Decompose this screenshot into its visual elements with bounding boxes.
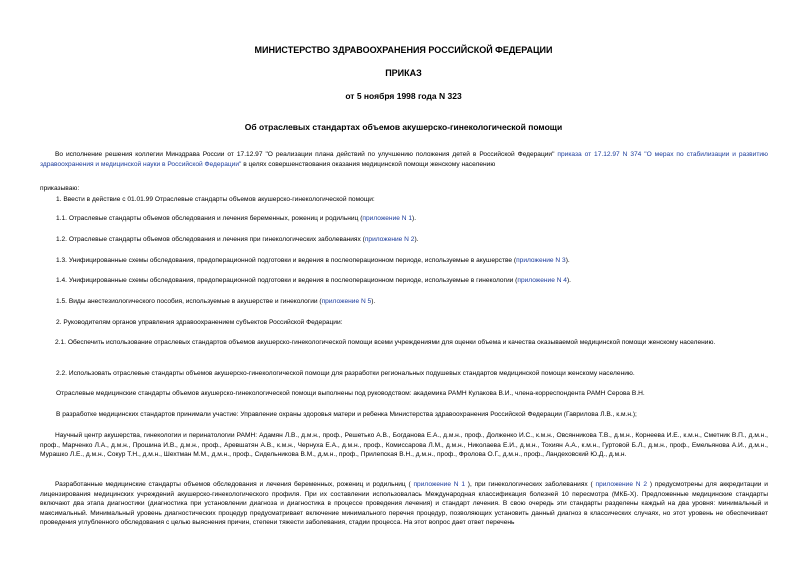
- order-date: от 5 ноября 1998 года N 323: [345, 91, 462, 101]
- document-title: Об отраслевых стандартах объемов акушерско-гинекологической помощи: [244, 122, 563, 132]
- appendix-3-link[interactable]: приложение N 3: [516, 257, 566, 264]
- item-1-2: 1.2. Отраслевые стандарты объемов обследования и лечения при гинекологических заболеваниях (приложение N 2).: [56, 236, 419, 243]
- appendix-2-link-2[interactable]: приложение N 2: [595, 481, 648, 488]
- developers-note: Отраслевые медицинские стандарты объемов акушерско-гинекологической помощи выполнены под руководством: академика РАМН Кулакова В.И., члена-корреспондента РАМН Серова В.Н.: [56, 390, 645, 397]
- appendix-4-link[interactable]: приложение N 4: [517, 277, 567, 284]
- participants-note: В разработке медицинских стандартов принимали участие: Управление охраны здоровья матери и ребенка Министерства здравоохранения Российской Федерации (Гаврилова Л.В., к.м.н.);: [56, 411, 637, 418]
- appendix-1-link[interactable]: приложение N 1: [362, 215, 413, 222]
- preamble-text-2: в целях совершенствования оказания медицинской помощи женскому населению: [243, 160, 496, 168]
- preamble-text-1: Во исполнение решения коллегии Минздрава России от 17.12.97 "О реализации плана действий по улучшению положения детей в Российской Федерации": [55, 151, 555, 158]
- order-word: приказываю:: [40, 185, 80, 192]
- appendix-1-link-2[interactable]: приложение N 1: [413, 481, 465, 488]
- appendix-5-link[interactable]: приложение N 5: [321, 298, 372, 305]
- item-1-1: 1.1. Отраслевые стандарты объемов обследования и лечения беременных, рожениц и родильниц (приложение N 1).: [56, 215, 417, 222]
- item-1-5: 1.5. Виды анестезиологического пособия, используемые в акушерстве и гинекологии (приложение N 5).: [56, 298, 376, 305]
- preamble: [40, 150, 768, 169]
- item-2-2: 2.2. Использовать отраслевые стандарты объемов акушерско-гинекологической помощи для разработки региональных подушевых стандартов медицинской помощи женскому населению.: [56, 370, 635, 377]
- standards-description: Разработанные медицинские стандарты объемов обследования и лечения беременных, рожениц и родильниц ( приложение N 1 ), при гинекологических заболеваниях ( приложение N 2 ) предусмотрены для аккредитации и лицензирования медицинских учреждений акушерско-гинекологического профиля. При их составлении использовалась Международная классификация болезней 10 пересмотра (МКБ-Х). Предложенные медицинские стандарты включают два этапа диагностики (диагностика при установлении диагноза и диагностика в процессе проведения лечения) и стандарт лечения. В свою очередь эти стандарты разделены каждый на два уровня: минимальный и максимальный. Минимальный уровень диагностических процедур предусматривает включение минимального перечня процедур, позволяющих установить данный диагноз в классических случаях, но этот уровень не обеспечивает проведения углубленного обследования с целью выяснения причин, степени тяжести заболевания, стадии процесса. На этот вопрос дает ответ перечень: [40, 481, 768, 526]
- order-heading: ПРИКАЗ: [385, 68, 422, 78]
- item-1-3: 1.3. Унифицированные схемы обследования, предоперационной подготовки и ведения в послеоперационном периоде, используемые в акушерстве (приложение N 3).: [56, 257, 570, 264]
- ministry-heading: МИНИСТЕРСТВО ЗДРАВООХРАНЕНИЯ РОССИЙСКОЙ ФЕДЕРАЦИИ: [254, 45, 553, 55]
- item-1: 1. Ввести в действие с 01.01.99 Отраслевые стандарты объемов акушерско-гинекологической помощи:: [56, 196, 375, 203]
- research-center: Научный центр акушерства, гинекологии и перинатологии РАМН: Адамян Л.В., д.м.н., проф., Решетько А.В., Богданова Е.А., д.м.н., проф., Долженко И.С., к.м.н., Овсянникова Т.В., д.м.н., Корнеева И.Е., к.м.н., Сметник В.П., д.м.н., проф., Марченко Л.А., д.м.н., Прошина И.В., д.м.н., проф., Аревшатян А.В., к.м.н., Чернуха Е.А., д.м.н., проф., Комиссарова Л.М., д.м.н., Николаева Е.И., д.м.н., Тохиян А.А., к.м.н., Гуртовой Б.Л., д.м.н., проф., Емельянова А.И., д.м.н., Мурашко Л.Е., д.м.н., Сокур Т.Н., д.м.н., Шехтман М.М., д.м.н., проф., Сидельникова В.М., д.м.н., проф., Прилепская В.Н., д.м.н., проф., Фролова О.Г., д.м.н., проф., Ландеховский Ю.Д., д.м.н.: [40, 432, 768, 458]
- item-2-1: 2.1. Обеспечить использование отраслевых стандартов объемов акушерско-гинекологической помощи всеми учреждениями для оценки объема и качества оказываемой медицинской помощи женскому населению.: [55, 339, 716, 346]
- item-1-4: 1.4. Унифицированные схемы обследования, предоперационной подготовки и ведения в послеоперационном периоде, используемые в гинекологии (приложение N 4).: [56, 277, 572, 284]
- preamble-link[interactable]: приказа от 17.12.97 N 374 "О мерах по стабилизации и развитию здравоохранения и медицинской науки в Российской Федерации": [40, 151, 768, 168]
- item-2: 2. Руководителям органов управления здравоохранением субъектов Российской Федерации:: [56, 319, 343, 326]
- appendix-2-link[interactable]: приложение N 2: [364, 236, 415, 243]
